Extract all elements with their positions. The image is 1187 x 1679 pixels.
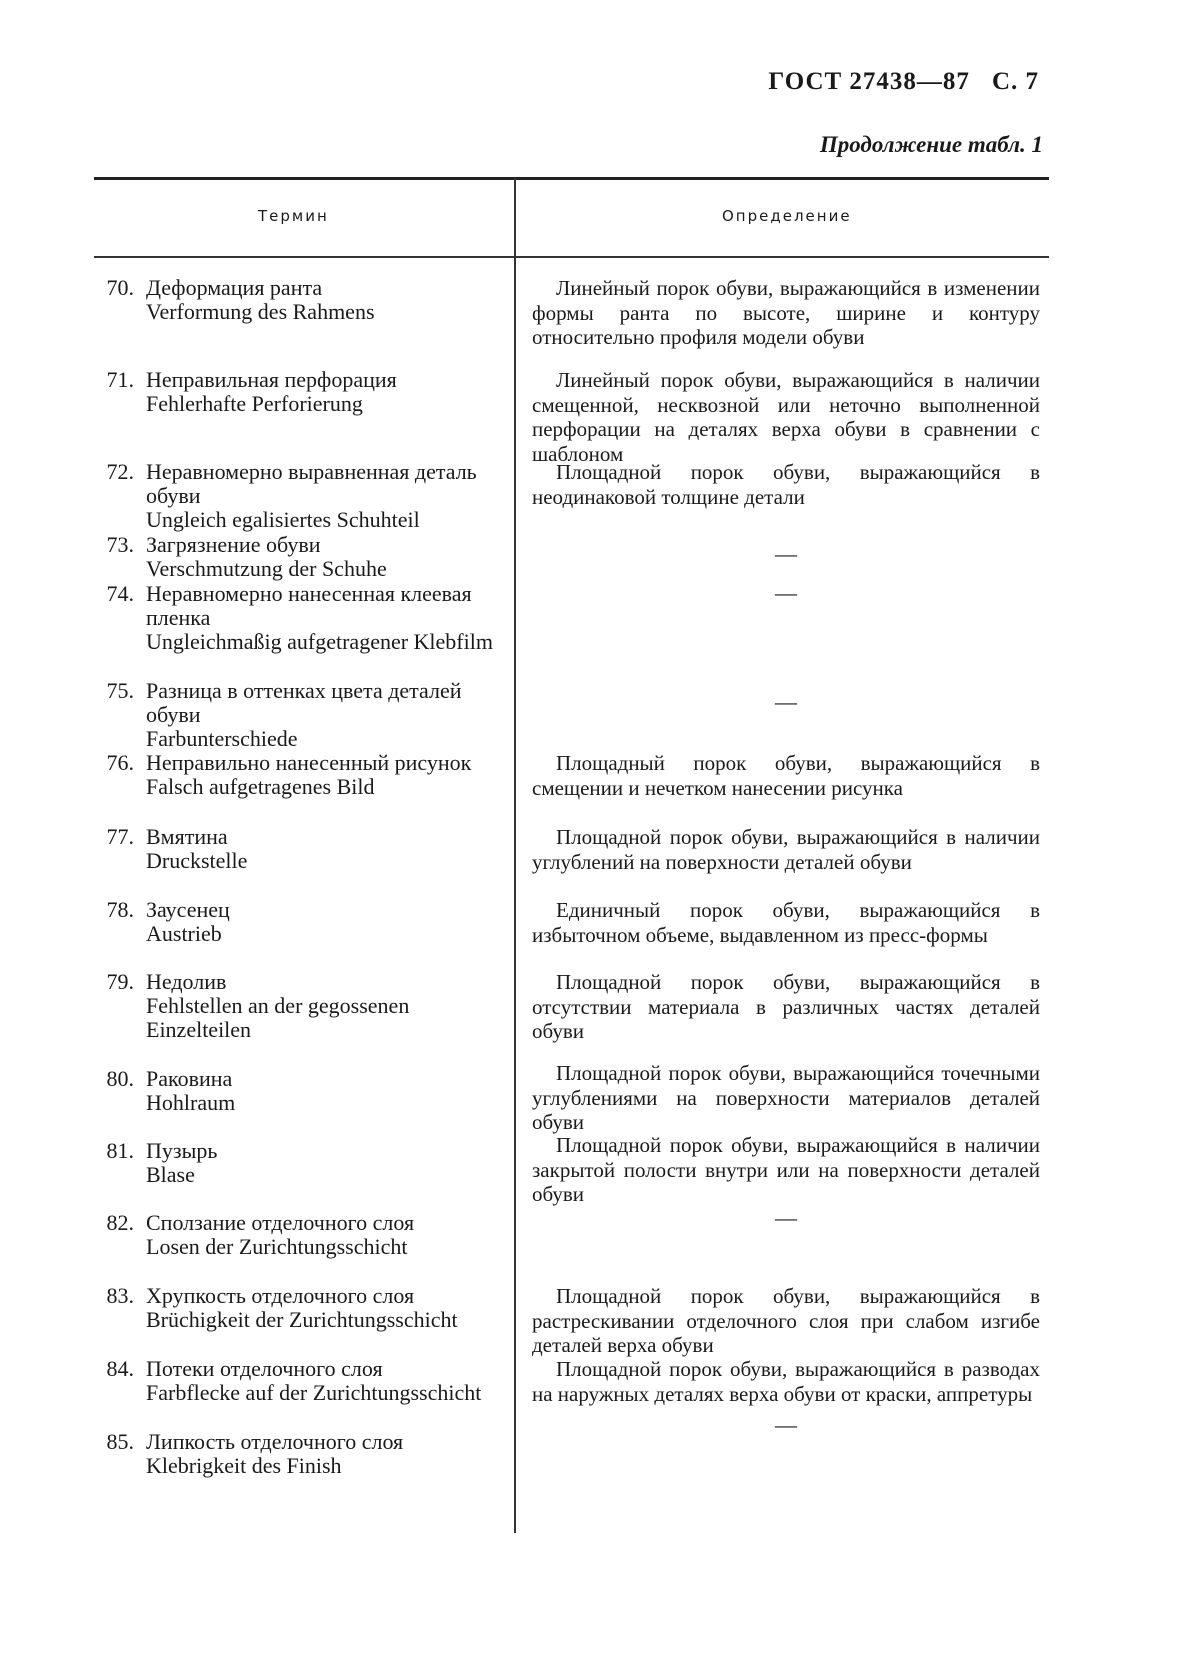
definition-cell: Линейный порок обуви, выражающийся в наличии смещенной, несквозной или неточно выполненной перфорации на деталях верха обуви в сравнении с шаблоном [532, 368, 1040, 466]
table-top-rule [94, 177, 1049, 180]
term-german: Verformung des Rahmens [146, 299, 375, 324]
term-cell [94, 1139, 494, 1187]
term-russian: Заусенец [146, 897, 230, 922]
term-russian: Деформация ранта [146, 275, 323, 300]
term-german: Druckstelle [146, 848, 248, 873]
term-cell [94, 679, 494, 751]
term-number: 85. [106, 1429, 134, 1454]
term-cell [94, 276, 494, 324]
table-header-rule [94, 256, 1049, 258]
standard-number: ГОСТ 27438—87 [768, 68, 970, 95]
term-cell [94, 898, 494, 946]
definition-dash: — [775, 541, 797, 566]
term-number: 73. [106, 532, 134, 557]
definition-cell: Площадной порок обуви, выражающийся в разводах на наружных деталях верха обуви от краски, аппретуры [532, 1357, 1040, 1406]
term-number: 75. [106, 678, 134, 703]
term-number: 82. [106, 1210, 134, 1235]
term-number: 77. [106, 824, 134, 849]
term-number: 81. [106, 1138, 134, 1163]
definition-dash: — [775, 1412, 797, 1437]
term-russian: Разница в оттенках цвета деталей обуви [146, 678, 462, 727]
definition-dash: — [775, 1205, 797, 1230]
term-german: Austrieb [146, 921, 222, 946]
term-russian: Липкость отделочного слоя [146, 1429, 404, 1454]
term-german: Falsch aufgetragenes Bild [146, 774, 375, 799]
term-german: Farbflecke auf der Zurichtungsschicht [146, 1380, 482, 1405]
term-german: Blase [146, 1162, 195, 1187]
term-russian: Загрязнение обуви [146, 532, 321, 557]
term-cell [94, 751, 494, 799]
term-cell [94, 460, 494, 532]
term-cell [94, 1067, 494, 1115]
term-german: Fehlstellen an der gegossenen Einzelteilen [146, 993, 410, 1042]
term-cell [94, 1430, 494, 1478]
term-german: Klebrigkeit des Finish [146, 1453, 342, 1478]
term-cell [94, 533, 494, 581]
term-number: 80. [106, 1066, 134, 1091]
definition-dash: — [775, 580, 797, 605]
term-cell [94, 368, 494, 416]
page-header [768, 68, 1039, 96]
term-number: 74. [106, 581, 134, 606]
term-cell [94, 582, 494, 654]
definition-cell: Площадной порок обуви, выражающийся в растрескивании отделочного слоя при слабом изгибе деталей верха обуви [532, 1284, 1040, 1357]
term-russian: Сползание отделочного слоя [146, 1210, 415, 1235]
term-russian: Потеки отделочного слоя [146, 1356, 383, 1381]
definition-cell: Площадной порок обуви, выражающийся в отсутствии материала в различных частях деталей обуви [532, 970, 1040, 1043]
term-russian: Неправильно нанесенный рисунок [146, 750, 472, 775]
term-number: 79. [106, 969, 134, 994]
table-column-divider [514, 178, 516, 1533]
column-header-definition: Определение [722, 207, 852, 225]
term-german: Hohlraum [146, 1090, 236, 1115]
term-russian: Раковина [146, 1066, 233, 1091]
definition-cell: Площадной порок обуви, выражающийся точечными углублениями на поверхности материалов деталей обуви [532, 1061, 1040, 1134]
page-number: С. 7 [991, 68, 1039, 95]
term-number: 83. [106, 1283, 134, 1308]
term-cell [94, 1357, 494, 1405]
term-german: Brüchigkeit der Zurichtungsschicht [146, 1307, 458, 1332]
term-number: 76. [106, 750, 134, 775]
term-russian: Хрупкость отделочного слоя [146, 1283, 415, 1308]
term-german: Farbunterschiede [146, 726, 298, 751]
term-cell [94, 1211, 494, 1259]
definition-cell: Единичный порок обуви, выражающийся в избыточном объеме, выдавленном из пресс-формы [532, 898, 1040, 947]
term-russian: Вмятина [146, 824, 228, 849]
definition-dash: — [775, 689, 797, 714]
term-number: 72. [106, 459, 134, 484]
column-header-term: Термин [258, 207, 329, 225]
term-russian: Неправильная перфорация [146, 367, 397, 392]
term-russian: Недолив [146, 969, 227, 994]
table-continuation-label: Продолжение табл. 1 [819, 132, 1043, 157]
definition-cell: Линейный порок обуви, выражающийся в изменении формы ранта по высоте, ширине и контуру относительно профиля модели обуви [532, 276, 1040, 349]
definition-cell: Площадной порок обуви, выражающийся в наличии углублений на поверхности деталей обуви [532, 825, 1040, 874]
term-german: Fehlerhafte Perforierung [146, 391, 363, 416]
definition-cell: Площадной порок обуви, выражающийся в наличии закрытой полости внутри или на поверхности деталей обуви [532, 1133, 1040, 1206]
term-russian: Неравномерно выравненная деталь обуви [146, 459, 477, 508]
definition-cell: Площадный порок обуви, выражающийся в смещении и нечетком нанесении рисунка [532, 751, 1040, 800]
term-number: 71. [106, 367, 134, 392]
term-number: 84. [106, 1356, 134, 1381]
term-russian: Пузырь [146, 1138, 218, 1163]
term-cell [94, 1284, 494, 1332]
term-german: Losen der Zurichtungsschicht [146, 1234, 408, 1259]
term-number: 70. [106, 275, 134, 300]
definition-cell: Площадной порок обуви, выражающийся в неодинаковой толщине детали [532, 460, 1040, 509]
term-cell [94, 825, 494, 873]
term-cell [94, 970, 494, 1042]
term-german: Verschmutzung der Schuhe [146, 556, 387, 581]
term-german: Ungleichmaßig aufgetragener Klebfilm [146, 629, 493, 654]
term-german: Ungleich egalisiertes Schuhteil [146, 507, 420, 532]
term-russian: Неравномерно нанесенная клеевая пленка [146, 581, 472, 630]
term-number: 78. [106, 897, 134, 922]
